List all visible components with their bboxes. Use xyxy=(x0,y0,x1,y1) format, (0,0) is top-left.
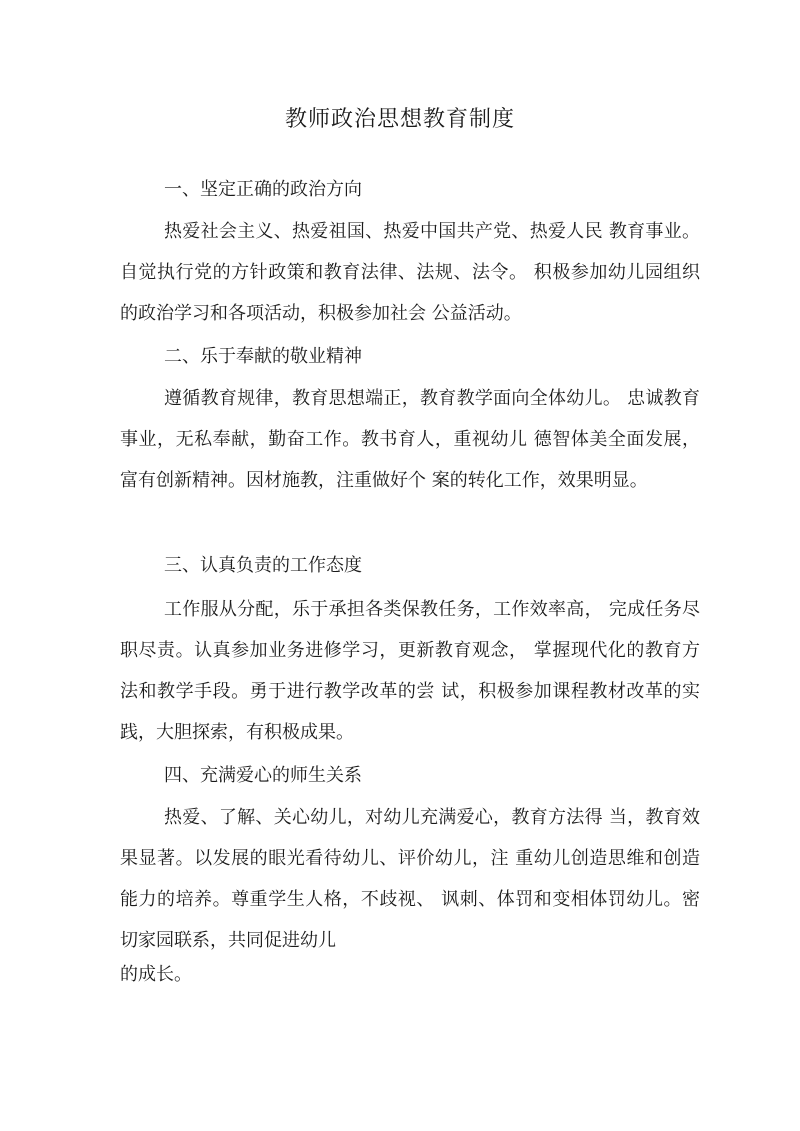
section-heading-1: 一、坚定正确的政治方向 xyxy=(164,179,362,200)
section-body-4: 热爱、了解、关心幼儿，对幼儿充满爱心，教育方法得 当，教育效果显著。以发展的眼光看待幼儿、评价幼儿，注 重幼儿创造思维和创造能力的培养。尊重学生人格，不歧视、 讽刺、体罚和变相体罚幼儿。密切家园联系，共同促进幼儿 xyxy=(120,807,700,951)
section-heading-4: 四、充满爱心的师生关系 xyxy=(164,765,362,786)
section-body-4-tail: 的成长。 xyxy=(120,964,192,985)
section-body-2: 遵循教育规律，教育思想端正，教育教学面向全体幼儿。 忠诚教育事业，无私奉献，勤奋工作。教书育人，重视幼儿 德智体美全面发展，富有创新精神。因材施教，注重做好个 案的转化工作，效果明显。 xyxy=(120,388,700,491)
page-title: 教师政治思想教育制度 xyxy=(284,107,515,132)
section-heading-3: 三、认真负责的工作态度 xyxy=(164,555,362,576)
section-heading-2: 二、乐于奉献的敬业精神 xyxy=(164,346,362,367)
section-body-1: 热爱社会主义、热爱祖国、热爱中国共产党、热爱人民 教育事业。自觉执行党的方针政策和教育法律、法规、法令。 积极参加幼儿园组织的政治学习和各项活动，积极参加社会 公益活动。 xyxy=(120,221,700,324)
section-body-3: 工作服从分配，乐于承担各类保教任务，工作效率高， 完成任务尽职尽责。认真参加业务进修学习，更新教育观念， 掌握现代化的教育方法和教学手段。勇于进行教学改革的尝 试，积极参加课程教材改革的实践，大胆探索，有积极成果。 xyxy=(120,599,700,743)
